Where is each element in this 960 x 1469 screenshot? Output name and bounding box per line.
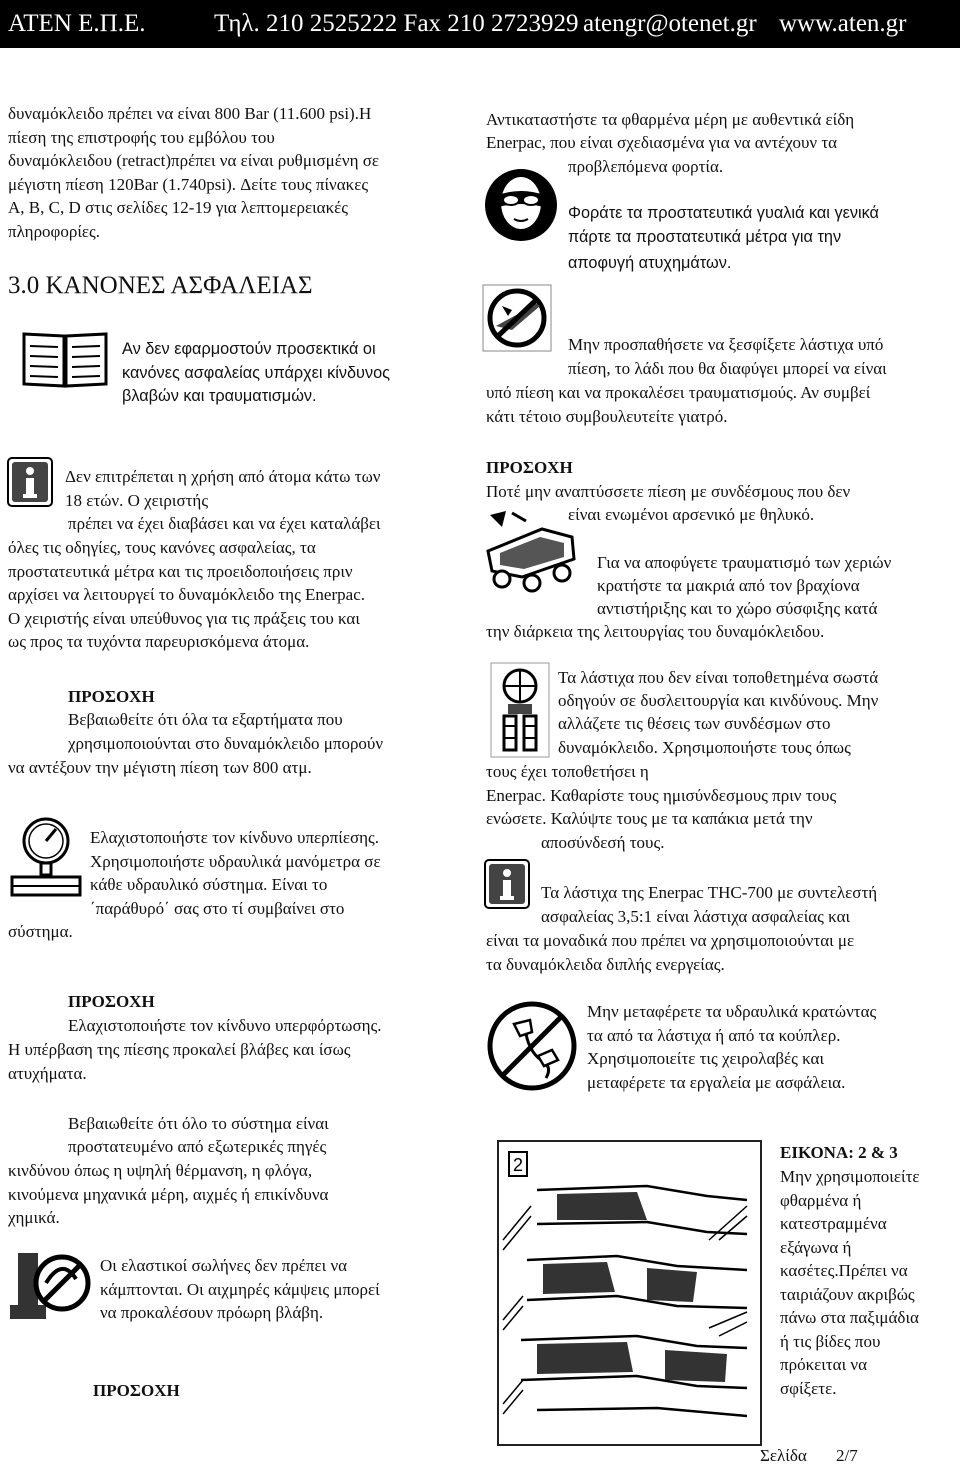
text-line: ή τις βίδες που bbox=[780, 1331, 881, 1351]
caution-1-line-1: Βεβαιωθείτε ότι όλα τα εξαρτήματα που bbox=[68, 710, 343, 729]
coupler-line-3: αλλάζετε τις θέσεις των συνδέσμων στο bbox=[558, 714, 831, 733]
thc-line-2: ασφαλείας 3,5:1 είναι λάστιχα ασφαλείας και bbox=[541, 907, 851, 926]
hand-line-4: την διάρκεια της λειτουργίας του δυναμόκλειδου. bbox=[486, 622, 825, 641]
text-line: χημικά. bbox=[8, 1208, 60, 1227]
book-icon bbox=[20, 328, 110, 390]
coupler-line-4: δυναμόκλειδο. Χρησιμοποιήστε τους όπως bbox=[558, 738, 851, 757]
figure-number: 2 bbox=[513, 1155, 524, 1175]
company-phone: Τηλ. 210 2525222 Fax 210 2723929 bbox=[214, 10, 579, 37]
caution-2-line-1: Ελαχιστοποιήστε τον κίνδυνο υπερφόρτωσης. bbox=[68, 1016, 382, 1035]
text-line: εξάγωνα ή bbox=[780, 1237, 852, 1257]
goggles-line-1: Φοράτε τα προστατευτικά γυαλιά και γενικά bbox=[568, 204, 879, 222]
text-line: κάτι τέτοιο συμβουλευτείτε γιατρό. bbox=[486, 406, 728, 426]
torque-wrench-hand-icon bbox=[482, 507, 582, 593]
text-line: βλαβών και τραυματισμών. bbox=[122, 387, 317, 405]
caution-right-line-2: είναι ενωμένοι αρσενικό με θηλυκό. bbox=[568, 505, 815, 524]
text-line: ενώσετε. Καλύψτε τους με τα καπάκια μετά την bbox=[486, 809, 813, 828]
text-line: Μην μεταφέρετε τα υδραυλικά κρατώντας bbox=[587, 1002, 877, 1021]
hand-line-1: Για να αποφύγετε τραυματισμό των χεριών bbox=[597, 553, 892, 572]
coupler-line-1: Τα λάστιχα που δεν είναι τοποθετημένα σωστά bbox=[558, 668, 879, 687]
book-warning-text bbox=[122, 338, 390, 409]
caution-heading-3: ΠΡΟΣΟΧΗ bbox=[93, 1381, 180, 1400]
info-line-3: πρέπει να έχει διαβάσει και να έχει καταλάβει bbox=[68, 514, 381, 533]
caution-2-rest bbox=[8, 1038, 351, 1085]
text-line: να προκαλέσουν πρόωρη βλάβη. bbox=[100, 1303, 324, 1322]
page-label: Σελίδα bbox=[760, 1446, 807, 1465]
text-line: κασέτες.Πρέπει να bbox=[780, 1261, 908, 1280]
carry-text bbox=[587, 1000, 876, 1094]
text-line: Η υπέρβαση της πίεσης προκαλεί βλάβες και ίσως bbox=[8, 1040, 351, 1059]
text-line: μέγιστη πίεση 120Bar (1.740psi). Δείτε τους πίνακες bbox=[8, 174, 369, 194]
coupler-line-2: οδηγούν σε δυσλειτουργία και κινδύνους. Μην bbox=[558, 691, 879, 710]
caution-heading-2: ΠΡΟΣΟΧΗ bbox=[68, 992, 155, 1011]
text-line: τα από τα λάστιχα ή από τα κούπλερ. bbox=[587, 1025, 841, 1045]
hydraulic-coupler-icon bbox=[490, 662, 550, 758]
page-number: 2/7 bbox=[836, 1446, 858, 1465]
text-line: τους έχει τοποθετήσει η bbox=[486, 762, 649, 781]
gauge-text-end: σύστημα. bbox=[8, 922, 73, 941]
info-line-1: Δεν επιτρέπεται η χρήση από άτομα κάτω των bbox=[65, 467, 381, 486]
text-line: όλες τις οδηγίες, τους κανόνες ασφαλείας, τα bbox=[8, 538, 316, 557]
text-line: Enerpac. Καθαρίστε τους ημισύνδεσμους πριν τους bbox=[486, 785, 837, 805]
caution-1-line-3: να αντέξουν την μέγιστη πίεση των 800 ατμ. bbox=[8, 758, 312, 777]
text-line: πληροφορίες. bbox=[8, 221, 101, 241]
text-line: είναι τα μοναδικά που πρέπει να χρησιμοποιούνται με bbox=[486, 931, 855, 950]
text-line: κινδύνου όπως η υψηλή θέρμανση, η φλόγα, bbox=[8, 1161, 313, 1180]
info-icon bbox=[484, 859, 530, 909]
text-line: πάνω στα παξιμάδια bbox=[780, 1308, 919, 1327]
caution-heading-1: ΠΡΟΣΟΧΗ bbox=[68, 687, 155, 706]
hand-line-2: κρατήστε τα μακριά από τον βραχίονα bbox=[597, 576, 860, 595]
safety-goggles-icon bbox=[482, 165, 560, 245]
caution-heading-right: ΠΡΟΣΟΧΗ bbox=[486, 458, 573, 477]
protect-line-1: Βεβαιωθείτε ότι όλο το σύστημα είναι bbox=[68, 1114, 329, 1133]
text-line: φθαρμένα ή bbox=[780, 1190, 862, 1210]
no-hand-leak-icon bbox=[482, 284, 552, 352]
text-line: Οι ελαστικοί σωλήνες δεν πρέπει να bbox=[100, 1256, 348, 1275]
text-line: Ελαχιστοποιήστε τον κίνδυνο υπερπίεσης. bbox=[90, 828, 379, 847]
leak-line-1: Μην προσπαθήσετε να ξεσφίξετε λάστιχα υπό bbox=[568, 335, 884, 354]
section-title: 3.0 ΚΑΝΟΝΕΣ ΑΣΦΑΛΕΙΑΣ bbox=[8, 272, 313, 299]
text-line: Μην χρησιμοποιείτε bbox=[780, 1167, 920, 1186]
caution-1-line-2: χρησιμοποιούνται στο δυναμόκλειδο μπορούν bbox=[68, 734, 384, 753]
text-line: ατυχήματα. bbox=[8, 1063, 87, 1083]
coupler-line-8: αποσύνδεσή τους. bbox=[541, 833, 665, 852]
text-line: ως προς τα τυχόντα παρευρισκόμενα άτομα. bbox=[8, 632, 310, 651]
figure-caption bbox=[780, 1165, 920, 1400]
text-line: υπό πίεση και να προκαλέσει τραυματισμούς. Αν συμβεί bbox=[486, 383, 871, 402]
intro-paragraph bbox=[8, 102, 379, 243]
text-line: Ο χειριστής είναι υπεύθυνος για τις πράξεις του και bbox=[8, 608, 360, 628]
company-name: ATEN E.Π.E. bbox=[8, 10, 146, 37]
protect-rest bbox=[8, 1159, 328, 1230]
protect-line-2: προστατευμένο από εξωτερικές πηγές bbox=[68, 1137, 327, 1156]
coupler-rest bbox=[486, 760, 836, 831]
info-line-2: 18 ετών. Ο χειριστής bbox=[65, 491, 209, 510]
text-line: A, B, C, D στις σελίδες 12-19 για λεπτομερειακές bbox=[8, 198, 349, 217]
text-line: ΄παράθυρό΄ σας στο τί συμβαίνει στο bbox=[90, 898, 345, 918]
info-icon bbox=[7, 457, 53, 507]
text-line: Χρησιμοποιήστε υδραυλικά μανόμετρα σε bbox=[90, 851, 381, 871]
text-line: αρχίσει να λειτουργεί το δυναμόκλειδο της Enerpac. bbox=[8, 585, 365, 604]
hose-text bbox=[100, 1254, 380, 1325]
caution-right-line-1: Ποτέ μην αναπτύσσετε πίεση με συνδέσμους που δεν bbox=[486, 482, 851, 501]
replace-line-3: προβλεπόμενα φορτία. bbox=[568, 157, 724, 176]
hand-line-3: αντιστήριξης και το χώρο σύσφιξης κατά bbox=[597, 599, 878, 618]
text-line: Χρησιμοποιείτε τις χειρολαβές και bbox=[587, 1049, 825, 1068]
goggles-line-3: αποφυγή ατυχημάτων. bbox=[568, 254, 732, 272]
goggles-line-2: πάρτε τα προστατευτικά μέτρα για την bbox=[568, 228, 842, 246]
text-line: κατεστραμμένα bbox=[780, 1214, 887, 1233]
replace-line-1: Αντικαταστήστε τα φθαρμένα μέρη με αυθεντικά είδη bbox=[486, 110, 855, 129]
text-line: πίεση της επιστροφής του εμβόλου του bbox=[8, 127, 275, 147]
pressure-gauge-icon bbox=[10, 815, 82, 899]
text-line: μεταφέρετε τα εργαλεία με ασφάλεια. bbox=[587, 1072, 846, 1092]
no-bend-hose-icon bbox=[10, 1243, 92, 1323]
figure-title: ΕΙΚΟΝΑ: 2 & 3 bbox=[780, 1143, 898, 1162]
text-line: ταιριάζουν ακριβώς bbox=[780, 1284, 915, 1304]
leak-rest bbox=[486, 381, 870, 428]
page-header bbox=[0, 0, 960, 48]
replace-line-2: Enerpac, που είναι σχεδιασμένα για να αντέχουν τα bbox=[486, 133, 838, 152]
text-line: τα δυναμόκλειδα διπλής ενεργείας. bbox=[486, 954, 725, 974]
text-line: σφίξετε. bbox=[780, 1378, 837, 1398]
gauge-text bbox=[90, 826, 381, 920]
text-line: πρόκειται να bbox=[780, 1355, 868, 1374]
no-carry-by-hose-icon bbox=[486, 998, 578, 1094]
leak-line-2: πίεση, το λάδι που θα διαφύγει μπορεί να είναι bbox=[568, 359, 887, 378]
thc-rest bbox=[486, 929, 854, 976]
text-line: δυναμόκλειδου (retract)πρέπει να είναι ρυθμισμένη σε bbox=[8, 151, 380, 170]
text-line: Αν δεν εφαρμοστούν προσεκτικά οι bbox=[122, 340, 376, 358]
text-line: δυναμόκλειδο πρέπει να είναι 800 Bar (11.600 psi).Η bbox=[8, 104, 372, 123]
text-line: κάθε υδραυλικό σύστημα. Είναι το bbox=[90, 875, 328, 894]
company-website[interactable]: www.aten.gr bbox=[779, 10, 907, 37]
info-paragraph-rest bbox=[8, 536, 365, 654]
text-line: κανόνες ασφαλείας υπάρχει κίνδυνος bbox=[122, 363, 390, 382]
thc-line-1: Τα λάστιχα της Enerpac THC-700 με συντελεστή bbox=[541, 883, 878, 902]
text-line: προστατευτικά μέτρα και τις προειδοποιήσεις πριν bbox=[8, 561, 353, 581]
company-email[interactable]: atengr@otenet.gr bbox=[583, 10, 757, 37]
figure-2-illustration bbox=[497, 1140, 762, 1446]
text-line: κάμπτονται. Οι αιχμηρές κάμψεις μπορεί bbox=[100, 1279, 380, 1299]
text-line: κινούμενα μηχανικά μέρη, αιχμές ή επικίνδυνα bbox=[8, 1184, 329, 1204]
